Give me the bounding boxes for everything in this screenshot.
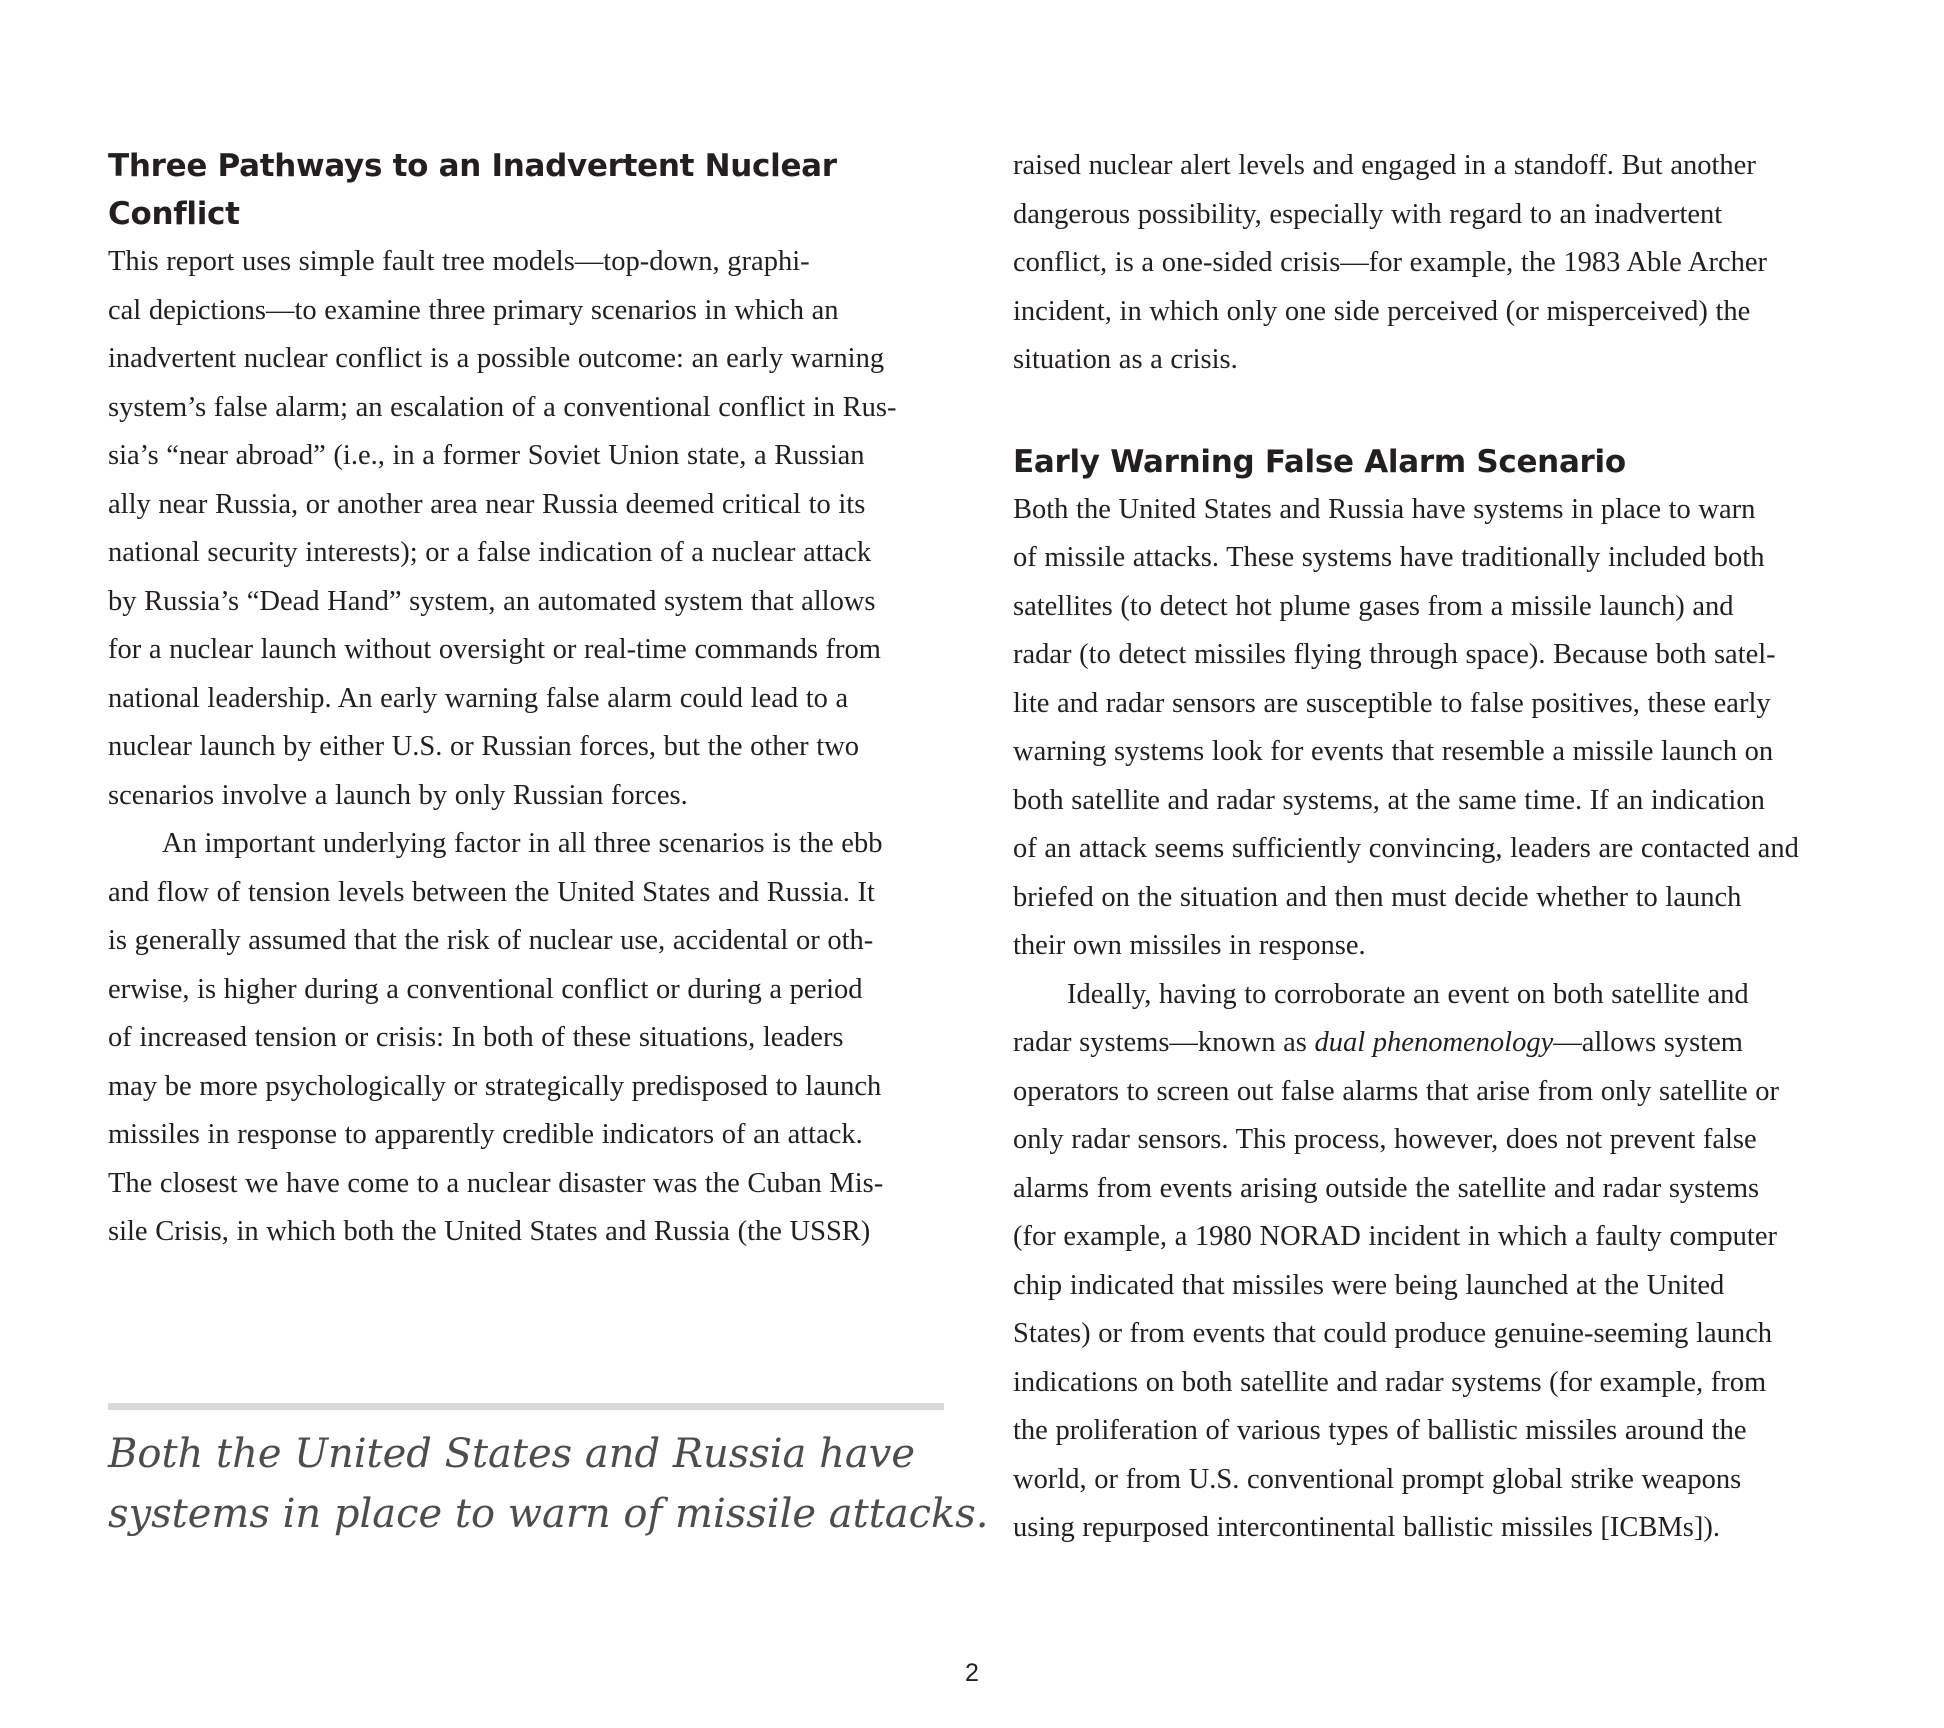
pull-quote-line: Both the United States and Russia have	[108, 1431, 915, 1477]
text-line: (for example, a 1980 NORAD incident in which a faulty computer	[1013, 1221, 1777, 1252]
text-line: Ideally, having to corroborate an event on both satellite and	[1067, 978, 1749, 1010]
text-line: of an attack seems sufficiently convincing, leaders are contacted and	[1013, 833, 1799, 864]
section-heading-early-warning: Early Warning False Alarm Scenario	[1013, 443, 1626, 480]
text-segment: —allows system	[1553, 1027, 1743, 1058]
text-line: may be more psychologically or strategically predisposed to launch	[108, 1070, 882, 1102]
text-line	[1013, 1019, 1855, 1068]
text-line: sile Crisis, in which both the United States and Russia (the USSR)	[108, 1216, 871, 1247]
text-line: warning systems look for events that resemble a missile launch on	[1013, 736, 1774, 767]
text-line: erwise, is higher during a conventional conflict or during a period	[108, 973, 863, 1005]
text-line: chip indicated that missiles were being launched at the United	[1013, 1269, 1725, 1301]
text-line: of increased tension or crisis: In both of these situations, leaders	[108, 1022, 844, 1053]
text-line: situation as a crisis.	[1013, 344, 1238, 375]
text-line: An important underlying factor in all three scenarios is the ebb	[162, 828, 883, 859]
text-line: operators to screen out false alarms that arise from only satellite or	[1013, 1075, 1780, 1107]
text-segment: radar systems—known as	[1013, 1027, 1315, 1058]
pull-quote	[108, 1403, 989, 1544]
heading-line: Conflict	[108, 196, 240, 232]
text-line: scenarios involve a launch by only Russian forces.	[108, 779, 688, 811]
text-line: ally near Russia, or another area near Russia deemed critical to its	[108, 488, 866, 520]
text-line: the proliferation of various types of ballistic missiles around the	[1013, 1415, 1747, 1446]
text-line: system’s false alarm; an escalation of a conventional conflict in Rus-	[108, 391, 897, 423]
paragraph-continuation	[1013, 142, 1855, 385]
text-line: briefed on the situation and then must decide whether to launch	[1013, 881, 1742, 913]
paragraph-dual-phenomenology	[1013, 971, 1855, 1553]
left-column	[108, 142, 948, 1257]
paragraph-tension	[108, 820, 948, 1257]
text-line: national security interests); or a false indication of a nuclear attack	[108, 537, 872, 568]
text-line: indications on both satellite and radar systems (for example, from	[1013, 1366, 1767, 1398]
page-number: 2	[965, 1659, 979, 1687]
text-line: sia’s “near abroad” (i.e., in a former Soviet Union state, a Russian	[108, 440, 865, 471]
text-line: States) or from events that could produce genuine-seeming launch	[1013, 1318, 1773, 1349]
text-line: world, or from U.S. conventional prompt global strike weapons	[1013, 1463, 1742, 1495]
text-line: lite and radar sensors are susceptible to false positives, these early	[1013, 687, 1771, 719]
text-line: nuclear launch by either U.S. or Russian forces, but the other two	[108, 731, 860, 762]
text-line: The closest we have come to a nuclear disaster was the Cuban Mis-	[108, 1167, 884, 1199]
section-heading-three-pathways	[108, 142, 948, 238]
emphasis-term: dual phenomenology	[1314, 1027, 1554, 1058]
text-line: for a nuclear launch without oversight or real-time commands from	[108, 634, 881, 665]
text-line: alarms from events arising outside the satellite and radar systems	[1013, 1172, 1760, 1204]
text-line: by Russia’s “Dead Hand” system, an automated system that allows	[108, 585, 876, 617]
text-line: This report uses simple fault tree models—top-down, graphi-	[108, 246, 810, 277]
text-line: their own missiles in response.	[1013, 930, 1366, 961]
pull-quote-line: systems in place to warn of missile attacks.	[108, 1491, 989, 1537]
paragraph-intro	[108, 238, 948, 820]
text-line: Both the United States and Russia have systems in place to warn	[1013, 493, 1756, 525]
text-line: is generally assumed that the risk of nuclear use, accidental or oth-	[108, 925, 874, 956]
heading-line: Three Pathways to an Inadvertent Nuclear	[108, 148, 837, 184]
text-line: conflict, is a one-sided crisis—for example, the 1983 Able Archer	[1013, 247, 1767, 278]
text-line: only radar sensors. This process, however, does not prevent false	[1013, 1124, 1757, 1155]
text-line: raised nuclear alert levels and engaged in a standoff. But another	[1013, 150, 1756, 181]
text-line: and flow of tension levels between the United States and Russia. It	[108, 876, 875, 908]
pull-quote-rule	[108, 1403, 944, 1410]
text-line: using repurposed intercontinental ballistic missiles [ICBMs]).	[1013, 1512, 1720, 1543]
text-line: inadvertent nuclear conflict is a possible outcome: an early warning	[108, 343, 885, 374]
right-column	[1013, 142, 1855, 1553]
text-line: incident, in which only one side perceived (or misperceived) the	[1013, 295, 1751, 327]
pull-quote-text	[108, 1424, 989, 1544]
text-line: dangerous possibility, especially with regard to an inadvertent	[1013, 198, 1723, 230]
text-line: radar (to detect missiles flying through space). Because both satel-	[1013, 639, 1776, 670]
text-line: satellites (to detect hot plume gases from a missile launch) and	[1013, 590, 1734, 622]
text-line: both satellite and radar systems, at the same time. If an indication	[1013, 784, 1765, 816]
text-line: cal depictions—to examine three primary scenarios in which an	[108, 294, 839, 326]
text-line: of missile attacks. These systems have traditionally included both	[1013, 542, 1765, 573]
text-line: missiles in response to apparently credible indicators of an attack.	[108, 1119, 863, 1150]
text-line: national leadership. An early warning false alarm could lead to a	[108, 682, 849, 714]
paragraph-early-warning	[1013, 486, 1855, 971]
